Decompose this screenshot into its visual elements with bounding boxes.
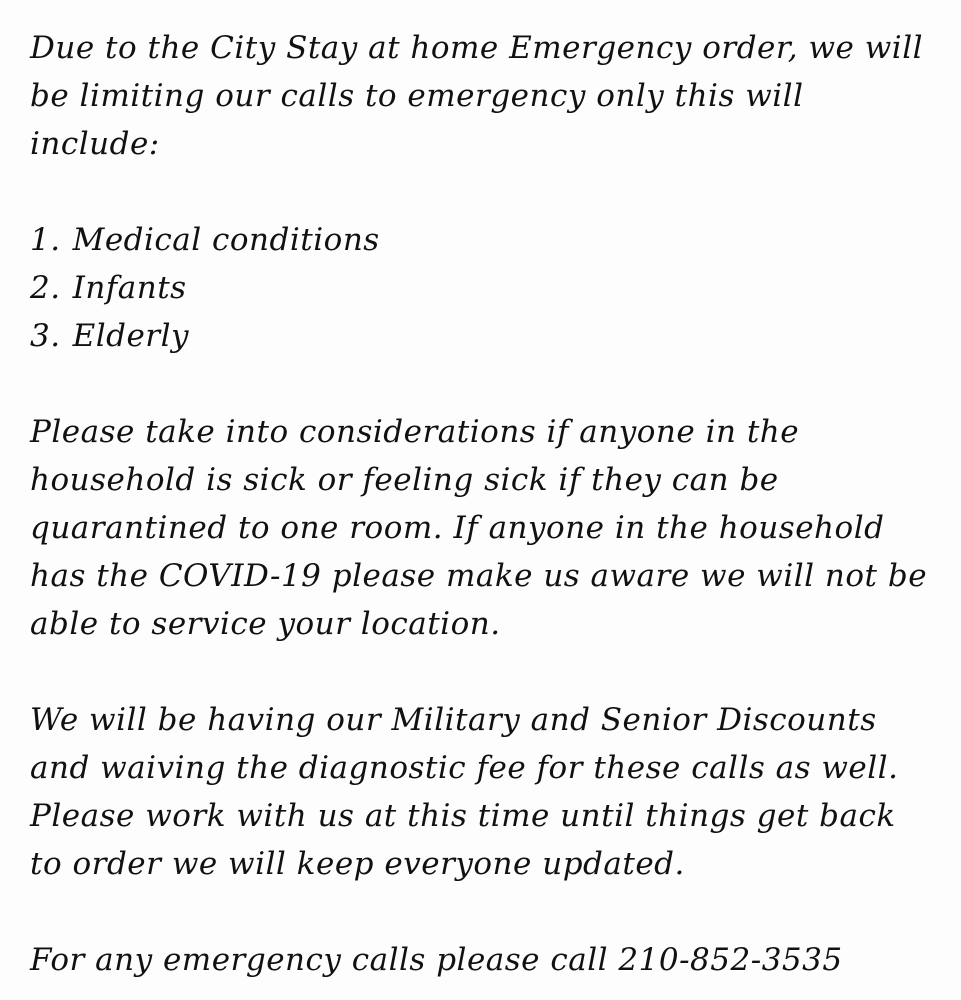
household-paragraph: Please take into considerations if anyone in the household is sick or feeling sick if they can be quarantined to one room. If anyone in the household has the COVID-19 please make us aware we will not be able to service your location. (30, 414, 928, 642)
list-item-number: 1. (30, 222, 61, 258)
list-item (30, 264, 933, 312)
list-item-text: Elderly (72, 318, 190, 354)
list-item-number: 3. (30, 318, 61, 354)
emergency-call-line: For any emergency calls please call 210-852-3535 (30, 942, 843, 978)
list-item-text: Infants (72, 270, 187, 306)
list-item-text: Medical conditions (72, 222, 380, 258)
list-item (30, 216, 933, 264)
discounts-paragraph: We will be having our Military and Senior Discounts and waiving the diagnostic fee for these calls as well. Please work with us at this time until things get back to order we will keep everyone updated. (30, 702, 899, 882)
intro-paragraph: Due to the City Stay at home Emergency order, we will be limiting our calls to emergency only this will include: (30, 30, 924, 162)
list-item-number: 2. (30, 270, 61, 306)
emergency-categories-list (30, 216, 933, 360)
notice-body (30, 24, 933, 984)
list-item (30, 312, 933, 360)
